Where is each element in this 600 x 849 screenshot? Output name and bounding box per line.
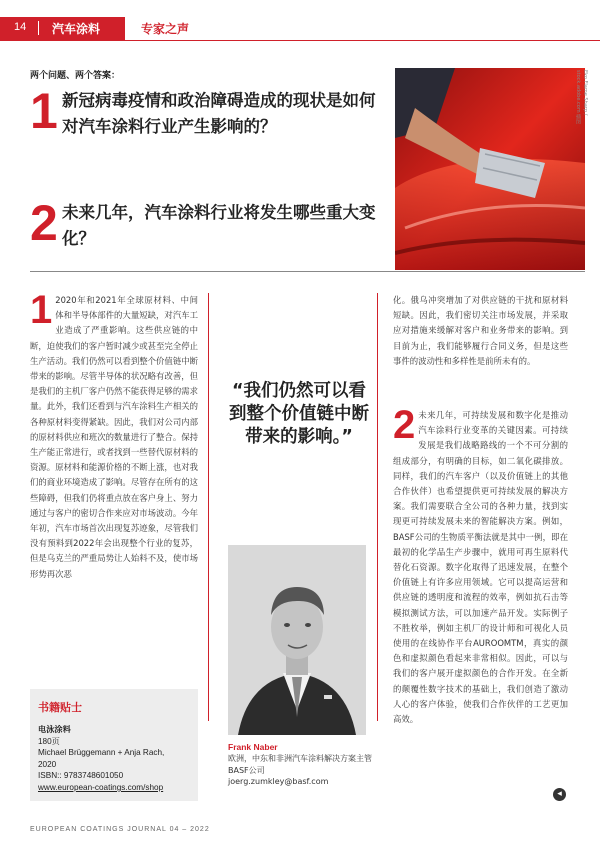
book-pages: 180页 [38,736,60,746]
portrait-illustration [228,545,366,735]
expert-name: Frank Naber [228,742,278,752]
header-rule [125,40,600,41]
expert-company: BASF公司 [228,765,265,775]
book-authors: Michael Brüggemann + Anja Rach, [38,748,165,758]
book-year: 2020 [38,759,57,769]
header-separator [38,21,39,35]
expert-email[interactable]: joerg.zumkley@basf.com [228,777,329,786]
questions-label: 两个问题、两个答案： [30,71,121,81]
question-1-text: 新冠病毒疫情和政治障碍造成的现状是如何对汽车涂料行业产生影响的？ [62,91,376,136]
book-tip-title: 书籍贴士 [38,701,82,714]
answer-2-text: 未来几年，可持续发展和数字化是推动汽车涂料行业变革的关键因素。可持续发展是我们战略路线的一个不可分割的组成部分，有明确的目标，如二氧化碳排放。同样，我们的汽车客户（以及价值链上的其他合作伙伴）也希望提供更可持续发展的解决方案。我们需要联合全公司的各种力量，找到实现更可持续发展未来的智能解决方案。例如，BASF公司的生物质平衡法就是其中一例，即在最初的化学品生产步骤中，就用可再生原料代替化石资源。数字化取得了迅速发展，在整个价值链上有许多应用领域。它可以提高运营和供应链的透明度和流程的效率，例如抗石击等模拟测试方法，可以加速产品开发。实际例子不胜枚举，例如主机厂的设计师和可视化人员使用的在线协作平台AUROOMTM，真实的颜色和虚拟颜色看起来非常相似。因此，可以与我们的客户展开虚拟颜色的合作开发。在全新的颠覆性数字技术的基础上，我们创造了激动人心的客户体验，使我们合作伙伴的工艺更加高效。 [393,410,568,725]
footer-journal: EUROPEAN COATINGS JOURNAL 04 – 2022 [30,826,210,833]
book-isbn: ISBN:: 9783748601050 [38,771,124,781]
answer-1-continued: 化。俄乌冲突增加了对供应链的干扰和原材料短缺。因此，我们密切关注市场发展，并采取应对措施来缓解对客户和业务带来的影响。到目前为止，我们能够履行合同义务，但是这些事件的波动性和多样性是前所未有的。 [393,295,568,366]
question-1-number: 1 [30,83,58,139]
car-photo-illustration [395,68,585,270]
question-2-number: 2 [30,195,58,251]
section-divider [30,271,585,272]
answer-1-dropcap: 1 [30,288,53,332]
column-rule-left [208,293,209,721]
expert-role: 欧洲，中东和非洲汽车涂料解决方案主管 [228,754,372,763]
book-shop-link[interactable]: www.european-coatings.com/shop [38,782,164,792]
answer-2-column [393,403,568,727]
answer-2-dropcap: 2 [393,403,416,447]
column-rule-right [377,293,378,721]
pull-quote: “我们仍然可以看到整个价值链中断带来的影响。” [229,381,369,447]
answer-1-text: 2020年和2021年全球原材料、中间体和半导体部件的大量短缺，对汽车工业造成了严重影响。这些供应链的中断，迫使我们的客户暂时减少或甚至完全停止生产活动。我们仍然可以看到整个价值链中断带来的影响。尽管半导体的状况略有改善，但是我们的主机厂客户仍然不能获得足够的需求量。此外，我们还看到与汽车涂料生产相关的各种原材料变得紧缺。因此，我们对公司内部的原材料供应和班次的数量进行了整合。保持生产能正常进行，或者找到一些替代原材料的资源。原材料和能源价格的不断上涨，也对我们的商业环境造成了影响。尽管存在所有的这些障碍，但我们仍将重点放在客户身上、努力通过与客户的密切合作来应对市场波动。今年年初，汽车市场首次出现复苏迹象，尽管我们没有预料到2022年会出现整个行业的复苏，但是乌克兰的严重局势让人始料不及，使市场形势再次恶 [30,295,198,579]
book-tip-body [38,724,198,794]
answer-1-column [30,288,198,582]
page-number: 14 [14,21,27,33]
photo-credit: Eko Flame Sharp / stock.adobe.com 插图 [575,70,588,125]
expert-details [228,753,378,788]
question-2-text: 未来几年，汽车涂料行业将发生哪些重大变化？ [62,203,376,248]
car-polishing-photo [395,68,585,270]
expert-portrait [228,545,366,735]
article-end-icon: ◂ [553,788,566,801]
section-label: 汽车涂料 [52,22,101,36]
section-title: 专家之声 [141,22,190,36]
book-title: 电泳涂料 [38,725,71,734]
